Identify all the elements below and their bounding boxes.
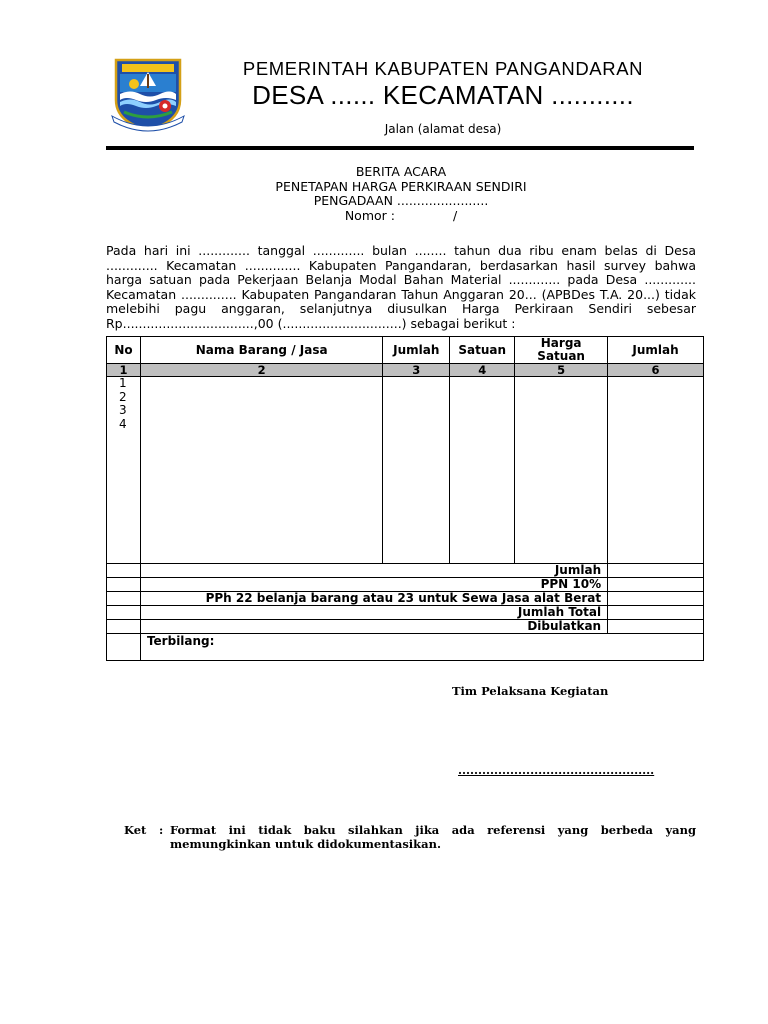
summary-row-pph	[107, 592, 704, 606]
note-text: Format ini tidak baku silahkan jika ada referensi yang berbeda yang memungkinkan untuk didokumentasikan.	[170, 823, 696, 851]
header-unit: Satuan	[450, 337, 515, 364]
column-number: 3	[383, 364, 450, 377]
column-number: 6	[608, 364, 704, 377]
summary-label: PPN 10%	[140, 578, 607, 592]
nomor-label: Nomor :	[344, 207, 395, 223]
signature-team: Tim Pelaksana Kegiatan	[452, 684, 609, 698]
village-address: Jalan (alamat desa)	[384, 122, 502, 136]
document-title: BERITA ACARA	[355, 164, 447, 179]
row-number: 1	[119, 376, 127, 390]
price-estimate-table	[106, 336, 704, 661]
summary-value	[608, 606, 704, 620]
column-number-row	[107, 364, 704, 377]
summary-row-ppn	[107, 578, 704, 592]
summary-label: Jumlah Total	[140, 606, 607, 620]
summary-row-jumlah	[107, 564, 704, 578]
nomor-slash: /	[452, 207, 458, 223]
row-number: 4	[119, 416, 127, 431]
summary-value	[608, 564, 704, 578]
summary-row-total	[107, 606, 704, 620]
regency-logo	[110, 56, 186, 132]
document-subtitle: PENETAPAN HARGA PERKIRAAN SENDIRI	[275, 178, 527, 194]
header-no: No	[107, 337, 141, 364]
summary-value	[608, 578, 704, 592]
table-body-row	[107, 377, 704, 564]
document-number	[106, 209, 696, 224]
opening-paragraph: Pada hari ini ............. tanggal ............. bulan ........ tahun dua ribu enam belas di Desa ............. Kecamatan .............. Kabupaten Pangandaran, berdasarkan hasil survey bahwa harga satuan pada Pekerjaan Belanja Modal Bahan Material ............. pada Desa ............. Kecamatan .............. Kabupaten Pangandaran Tahun Anggaran 20... (APBDes T.A. 20...) tidak melebihi pagu anggaran, selanjutnya diusulkan Harga Perkiraan Sendiri sebesar Rp.................................,00 (..............................) sebagai berikut :	[106, 243, 696, 331]
unit-price-cell	[515, 377, 608, 564]
header-quantity: Jumlah	[383, 337, 450, 364]
government-name: PEMERINTAH KABUPATEN PANGANDARAN	[242, 58, 644, 79]
header-total: Jumlah	[608, 337, 704, 364]
document-title-block	[106, 165, 696, 223]
summary-value	[608, 592, 704, 606]
column-number: 4	[450, 364, 515, 377]
procurement-line: PENGADAAN .......................	[313, 193, 489, 208]
quantity-cell	[383, 377, 450, 564]
summary-label: Dibulatkan	[140, 620, 607, 634]
summary-label: Jumlah	[140, 564, 607, 578]
note-colon: :	[159, 823, 164, 837]
summary-value	[608, 620, 704, 634]
regency-emblem-icon	[110, 56, 186, 132]
signature-line: .................................................	[458, 763, 655, 777]
note-label: Ket	[124, 823, 147, 837]
terbilang-label: Terbilang:	[140, 634, 703, 661]
item-name-cell	[140, 377, 382, 564]
terbilang-row	[107, 634, 704, 661]
village-name: DESA ...... KECAMATAN ...........	[252, 80, 634, 110]
header-item-name: Nama Barang / Jasa	[140, 337, 382, 364]
column-number: 5	[515, 364, 608, 377]
header-divider	[106, 146, 694, 150]
row-number: 3	[119, 403, 127, 417]
summary-label: PPh 22 belanja barang atau 23 untuk Sewa Jasa alat Berat	[140, 592, 607, 606]
unit-cell	[450, 377, 515, 564]
column-number: 1	[107, 364, 141, 377]
column-number: 2	[140, 364, 382, 377]
total-cell	[608, 377, 704, 564]
summary-row-rounded	[107, 620, 704, 634]
row-number: 2	[119, 389, 127, 404]
row-number-cell	[107, 377, 141, 564]
header-unit-price: Harga Satuan	[515, 337, 608, 364]
table-header-row	[107, 337, 704, 364]
